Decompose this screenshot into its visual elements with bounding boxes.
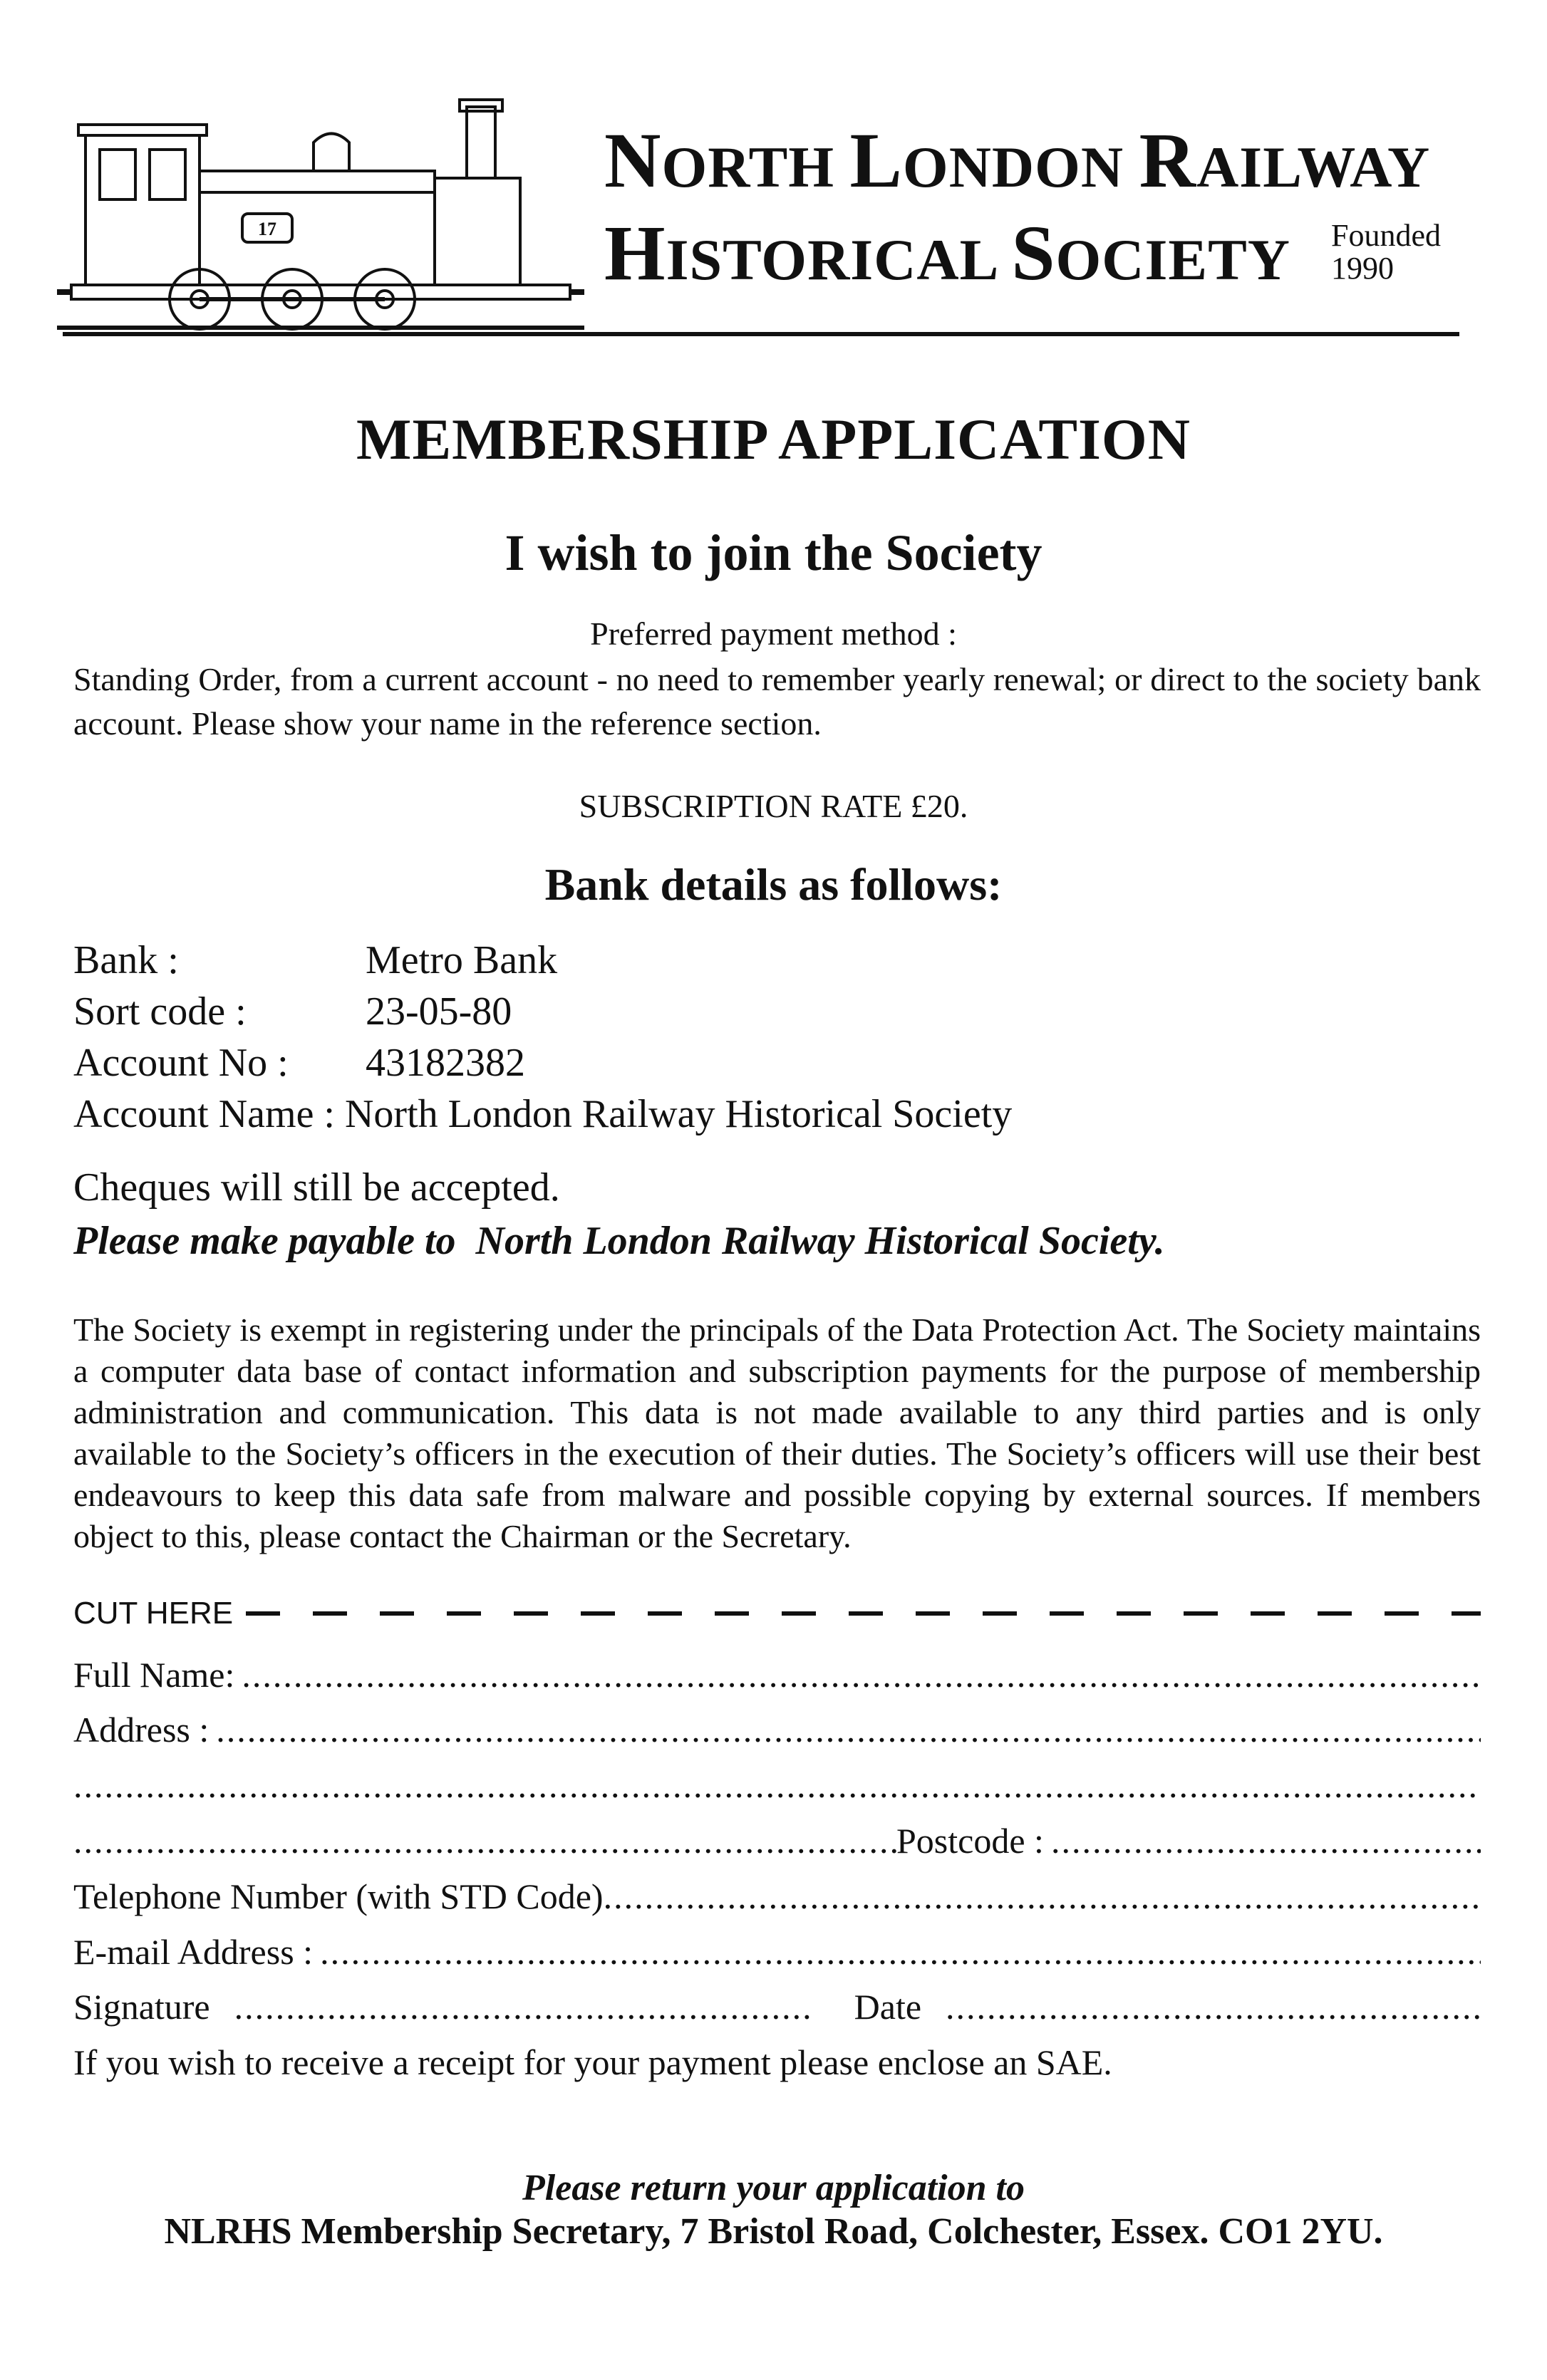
email-field[interactable] bbox=[73, 1931, 1481, 1973]
form-title: MEMBERSHIP APPLICATION bbox=[356, 407, 1191, 472]
bank-row bbox=[73, 937, 557, 983]
signature-dotted-line[interactable] bbox=[234, 1986, 812, 2027]
sort-code-row bbox=[73, 989, 512, 1034]
account-number-row bbox=[73, 1040, 525, 1086]
date-label: Date bbox=[854, 1987, 922, 2027]
locomotive-logo bbox=[57, 85, 584, 342]
return-address: NLRHS Membership Secretary, 7 Bristol Road, Colchester, Essex. CO1 2YU. bbox=[164, 2211, 1383, 2252]
sort-code-label: Sort code : bbox=[73, 989, 247, 1034]
full-name-label: Full Name: bbox=[73, 1655, 235, 1695]
account-name-value: North London Railway Historical Society bbox=[344, 1092, 1013, 1136]
address-line-3-dotted-line[interactable] bbox=[73, 1820, 896, 1861]
payment-method-text: Standing Order, from a current account - no need to remember yearly renewal; or direct to the society bank account. Please show your name in the reference section. bbox=[73, 661, 1481, 742]
address-dotted-line[interactable] bbox=[216, 1709, 1481, 1750]
postcode-dotted-line[interactable] bbox=[1051, 1820, 1481, 1861]
bank-value: Metro Bank bbox=[366, 938, 558, 982]
return-instruction: Please return your application to bbox=[522, 2168, 1025, 2208]
postcode-label: Postcode : bbox=[896, 1821, 1044, 1861]
subscription-rate: SUBSCRIPTION RATE £20. bbox=[579, 788, 968, 824]
address-line-2-dotted-line[interactable] bbox=[73, 1765, 1481, 1806]
founded-note bbox=[1331, 219, 1441, 285]
engine-number: 17 bbox=[258, 219, 276, 239]
telephone-label: Telephone Number (with STD Code) bbox=[73, 1876, 604, 1916]
telephone-field[interactable] bbox=[73, 1876, 1481, 1917]
sort-code-value: 23-05-80 bbox=[366, 989, 512, 1034]
account-name-row bbox=[73, 1091, 1012, 1137]
full-name-field[interactable] bbox=[73, 1654, 1481, 1695]
organisation-name-line-2: HISTORICAL SOCIETY bbox=[604, 209, 1291, 296]
email-label: E-mail Address : bbox=[73, 1932, 314, 1972]
account-name-label: Account Name : bbox=[73, 1092, 335, 1136]
telephone-dotted-line[interactable] bbox=[604, 1876, 1481, 1917]
signature-date-row[interactable] bbox=[73, 1986, 1481, 2027]
founded-year: 1990 bbox=[1331, 251, 1394, 286]
payment-method-label: Preferred payment method : bbox=[590, 615, 957, 652]
dashed-cut-line bbox=[246, 1611, 1481, 1616]
address-line-2-field[interactable] bbox=[73, 1765, 1481, 1806]
cut-here-line bbox=[73, 1592, 1481, 1635]
signature-label: Signature bbox=[73, 1987, 210, 2027]
header-divider bbox=[63, 332, 1459, 336]
account-number-value: 43182382 bbox=[366, 1041, 525, 1085]
full-name-dotted-line[interactable] bbox=[242, 1654, 1481, 1695]
address-postcode-row[interactable] bbox=[73, 1820, 1481, 1861]
date-dotted-line[interactable] bbox=[946, 1986, 1481, 2027]
organisation-name-line-1: NORTH LONDON RAILWAY bbox=[604, 117, 1431, 204]
cheques-note: Cheques will still be accepted. bbox=[73, 1165, 560, 1210]
payable-note: Please make payable to North London Railway Historical Society. bbox=[73, 1219, 1165, 1263]
bank-details-heading: Bank details as follows: bbox=[544, 859, 1003, 910]
email-dotted-line[interactable] bbox=[320, 1931, 1481, 1973]
founded-label: Founded bbox=[1331, 218, 1441, 253]
receipt-note: If you wish to receive a receipt for your payment please enclose an SAE. bbox=[73, 2042, 1112, 2082]
account-number-label: Account No : bbox=[73, 1041, 289, 1085]
cut-here-label: CUT HERE bbox=[73, 1596, 234, 1631]
form-subtitle: I wish to join the Society bbox=[505, 524, 1042, 581]
data-protection-notice: The Society is exempt in registering under the principals of the Data Protection Act. The Society maintains a computer data base of contact information and subscription payments for the purpose of membership administration and communication. This data is not made available to any third parties and is only available to the Society’s officers in the execution of their duties. The Society’s officers will use their best endeavours to keep this data safe from malware and possible copying by external sources. If members object to this, please contact the Chairman or the Secretary. bbox=[73, 1311, 1481, 1554]
address-label: Address : bbox=[73, 1710, 209, 1750]
address-field[interactable] bbox=[73, 1709, 1481, 1750]
bank-label: Bank : bbox=[73, 938, 179, 982]
